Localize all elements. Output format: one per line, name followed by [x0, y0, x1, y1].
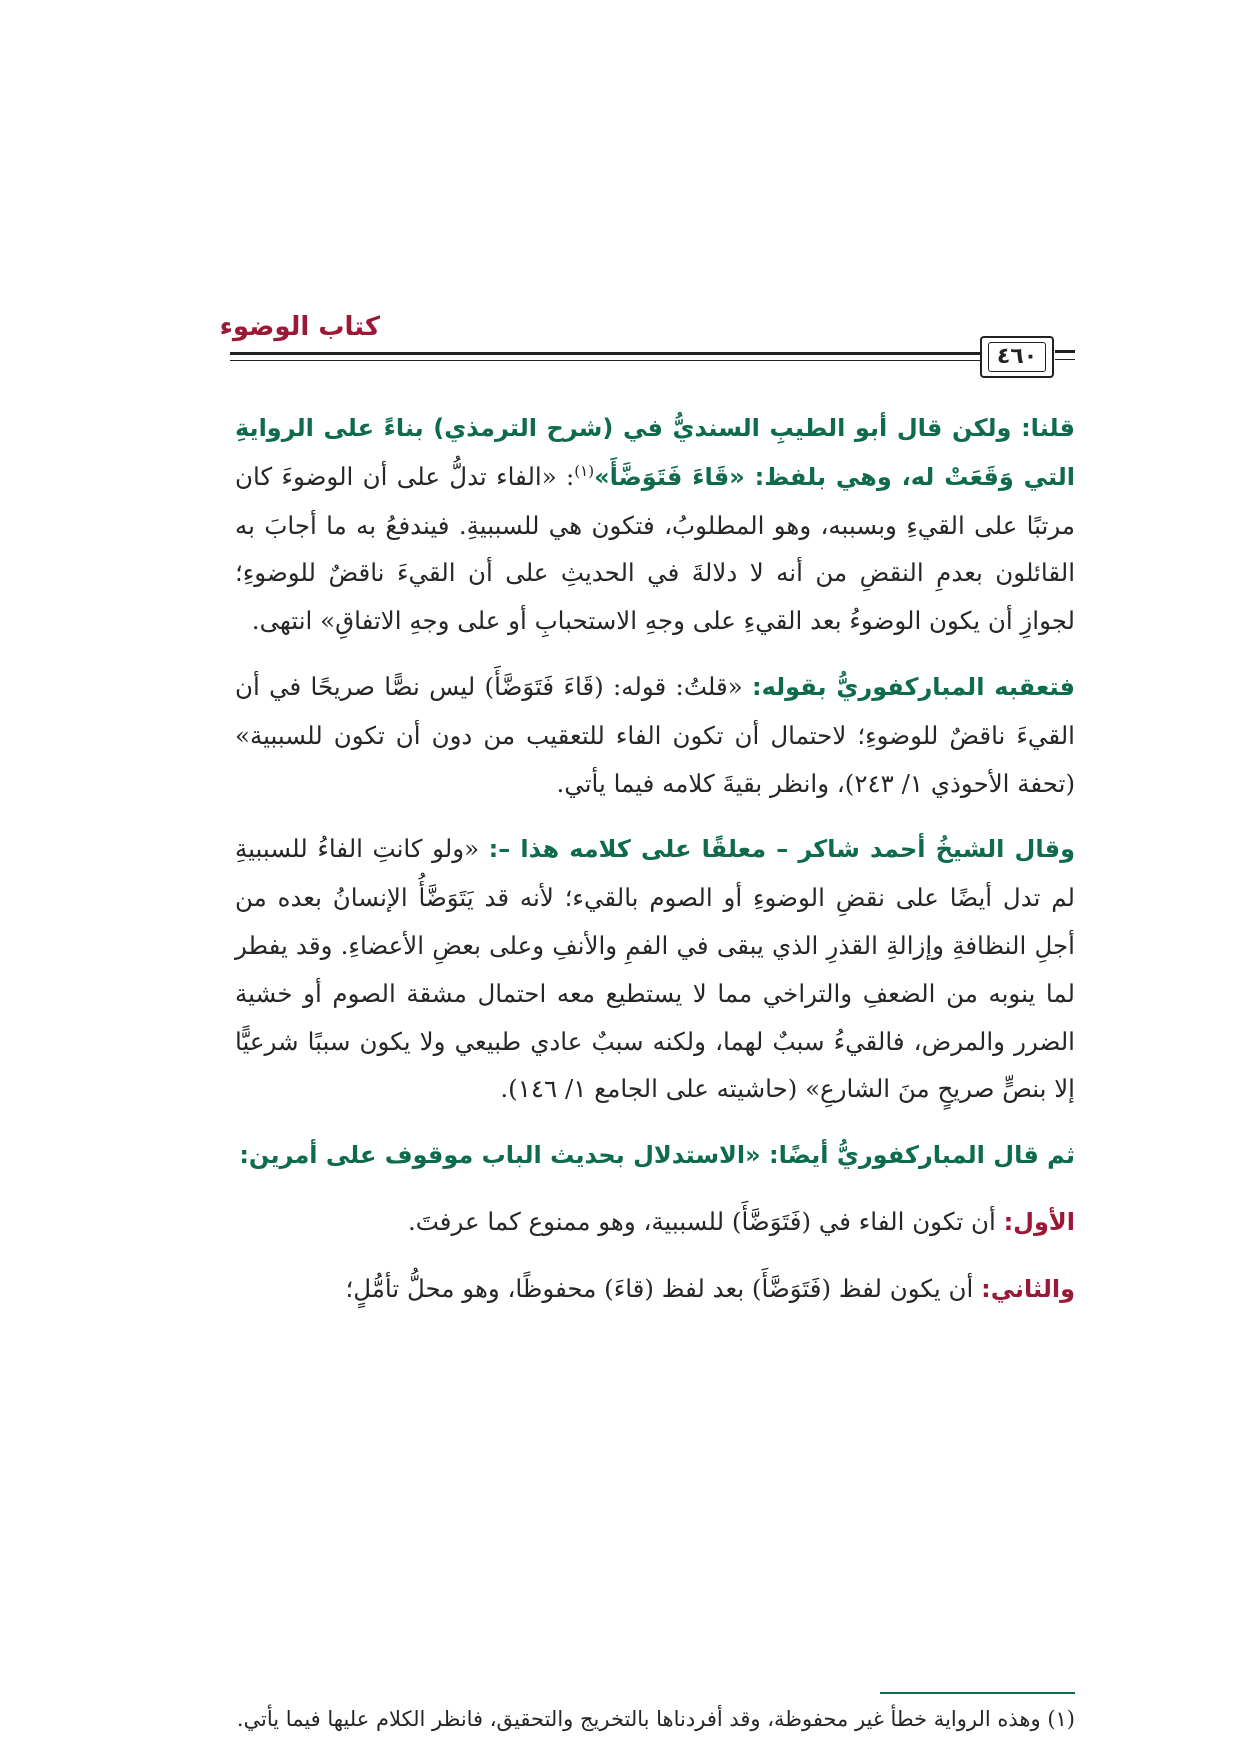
- footnote-separator: [880, 1692, 1075, 1694]
- paragraph-lead: قلنا: ولكن قال أبو الطيبِ السنديُّ في (شرح الترمذي) بناءً على الروايةِ التي وَقَعَتْ له، وهي بلفظ: «قَاءَ فَتَوَضَّأَ»: [235, 414, 1075, 491]
- footnote-mark: (١): [1047, 1707, 1075, 1731]
- paragraph: [235, 1131, 1075, 1180]
- paragraph-lead: فتعقبه المباركفوريُّ بقوله:: [752, 672, 1075, 701]
- paragraph-text: : «الفاء تدلُّ على أن الوضوءَ كان مرتبًا على القيءِ وبسببه، وهو المطلوبُ، فتكون هي للسببيةِ. فيندفعُ به ما أجابَ به القائلون بعدمِ النقضِ من أنه لا دلالةَ في الحديثِ على أن القيءَ ناقضٌ للوضوءِ؛ لجوازِ أن يكون الوضوءُ بعد القيءِ على وجهِ الاستحبابِ أو على وجهِ الاتفاقِ» انتهى.: [235, 461, 1075, 636]
- footnotes: [235, 1700, 1075, 1738]
- paragraph: [235, 404, 1075, 645]
- footnote-text: وهذه الرواية خطأ غير محفوظة، وقد أفردناها بالتخريج والتحقيق، فانظر الكلام عليها فيما يأتي.: [236, 1707, 1048, 1731]
- paragraph: [235, 825, 1075, 1113]
- paragraph-text: أن يكون لفظ (فَتَوَضَّأَ) بعد لفظ (قاءَ) محفوظًا، وهو محلُّ تأمُّلٍ؛: [345, 1273, 982, 1303]
- header-rule-thick: [230, 352, 1030, 355]
- main-text: [235, 404, 1075, 1314]
- page-number-frame: [980, 336, 1054, 378]
- footnote: [235, 1700, 1075, 1738]
- paragraph-lead: ثم قال المباركفوريُّ أيضًا: «الاستدلال بحديث الباب موقوف على أمرين:: [239, 1141, 1075, 1170]
- page-number: ٤٦٠: [988, 342, 1046, 372]
- paragraph-text: «قلتُ: قوله: (قَاءَ فَتَوَضَّأَ) ليس نصًّا صريحًا في أن القيءَ ناقضٌ للوضوءِ؛ لاحتمال أن تكون الفاء للتعقيب من دون أن تكون للسببية» (تحفة الأحوذي ١/ ٢٤٣)، وانظر بقيةَ كلامه فيما يأتي.: [235, 671, 1075, 798]
- footnote-ref[interactable]: (١): [574, 461, 595, 480]
- paragraph-text: «ولو كانتِ الفاءُ للسببيةِ لم تدل أيضًا على نقضِ الوضوءِ أو الصوم بالقيء؛ لأنه قد يَتَوَضَّأُ الإنسانُ بعده من أجلِ النظافةِ وإزالةِ القذرِ الذي يبقى في الفمِ والأنفِ وعلى بعضِ الأعضاءِ. وقد يفطر لما ينوبه من الضعفِ والتراخي مما لا يستطيع معه احتمال مشقة الصوم أو خشية الضرر والمرض، فالقيءُ سببٌ لهما، ولكنه سببٌ عادي طبيعي ولا يكون سببًا شرعيًّا إلا بنصٍّ صريحٍ منَ الشارعِ» (حاشيته على الجامع ١/ ١٤٦).: [235, 834, 1075, 1104]
- header-rule-right-thick: [1055, 350, 1075, 353]
- header-rule-right-thin: [1055, 359, 1075, 360]
- running-header-title: كتاب الوضوء: [219, 312, 380, 342]
- paragraph: [235, 1265, 1075, 1314]
- list-label-first: الأول:: [1003, 1207, 1075, 1236]
- paragraph-lead: وقال الشيخُ أحمد شاكر – معلقًا على كلامه هذا –:: [488, 835, 1075, 864]
- paragraph: [235, 663, 1075, 807]
- paragraph: [235, 1198, 1075, 1247]
- paragraph-text: أن تكون الفاء في (فَتَوَضَّأَ) للسببية، وهو ممنوع كما عرفتَ.: [407, 1206, 1004, 1236]
- list-label-second: والثاني:: [981, 1274, 1075, 1303]
- header-rule-thin: [230, 360, 1030, 361]
